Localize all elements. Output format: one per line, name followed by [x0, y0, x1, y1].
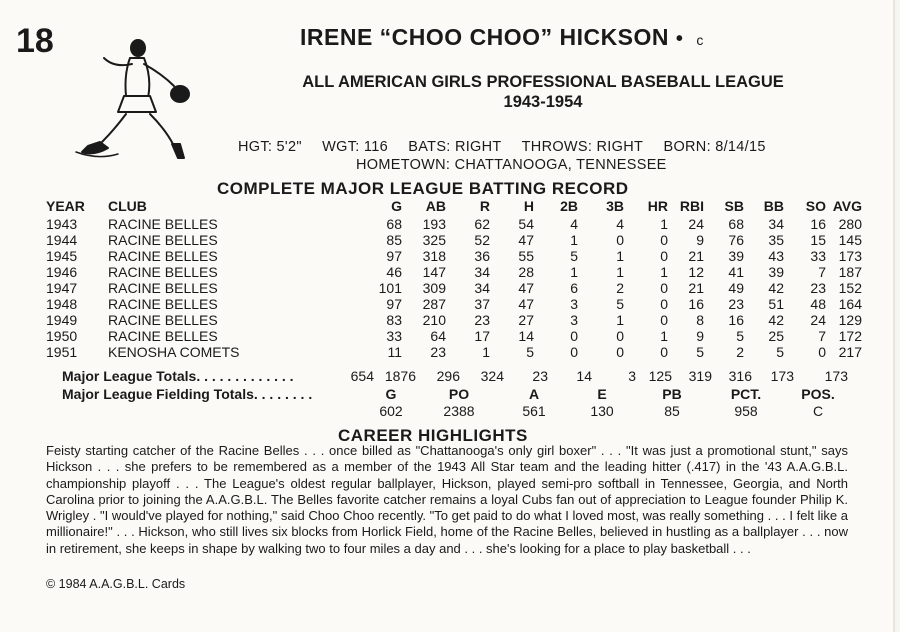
cell-r: 17 [474, 328, 490, 344]
batting-row [46, 296, 862, 312]
cell-bb: 42 [768, 280, 784, 296]
cell-g: 97 [386, 296, 402, 312]
cell-h: 5 [526, 344, 534, 360]
cell-g: 11 [387, 344, 402, 360]
fielding-header-po: PO [448, 386, 470, 402]
cell-hr: 0 [660, 280, 668, 296]
cell-r: 23 [474, 312, 490, 328]
cell-2b: 1 [570, 232, 578, 248]
cell-hr: 1 [660, 328, 668, 344]
cell-year: 1948 [46, 296, 78, 312]
bats: BATS: RIGHT [408, 139, 502, 155]
cell-bb: 25 [768, 328, 784, 344]
player-name [300, 24, 704, 51]
cell-year: 1947 [46, 280, 78, 296]
cell-so: 24 [810, 312, 826, 328]
cell-3b: 1 [616, 312, 624, 328]
fielding-value-po: 2388 [443, 403, 475, 419]
total-bb: 316 [728, 368, 752, 384]
cell-hr: 0 [660, 296, 668, 312]
batting-row [46, 328, 862, 344]
cell-rbi: 8 [696, 312, 704, 328]
fielding-header-pb: PB [662, 386, 682, 402]
cell-club: RACINE BELLES [108, 312, 218, 328]
cell-year: 1950 [46, 328, 78, 344]
total-g: 654 [350, 368, 374, 384]
totals-label: Major League Totals. . . . . . . . . . . . . [62, 368, 294, 384]
player-name-text: IRENE “CHOO CHOO” HICKSON [300, 24, 670, 50]
cell-year: 1945 [46, 248, 78, 264]
batting-rows [46, 216, 862, 360]
cell-avg: 152 [838, 280, 862, 296]
cell-year: 1943 [46, 216, 78, 232]
batting-header-row [46, 196, 862, 216]
cell-g: 33 [386, 328, 402, 344]
league-years: 1943-1954 [503, 93, 583, 111]
cell-rbi: 12 [688, 264, 704, 280]
col-r: R [479, 198, 490, 214]
col-2b: 2B [560, 198, 578, 214]
cell-g: 83 [386, 312, 402, 328]
copyright: © 1984 A.A.G.B.L. Cards [46, 577, 186, 591]
cell-year: 1951 [46, 344, 78, 360]
total-hr: 3 [628, 368, 636, 384]
cell-h: 47 [518, 232, 534, 248]
total-ab: 1876 [384, 368, 416, 384]
cell-hr: 1 [660, 264, 668, 280]
cell-avg: 164 [838, 296, 862, 312]
cell-avg: 145 [838, 232, 862, 248]
cell-2b: 5 [570, 248, 578, 264]
cell-sb: 39 [728, 248, 744, 264]
cell-3b: 0 [616, 344, 624, 360]
cell-3b: 0 [616, 232, 624, 248]
league-name: ALL AMERICAN GIRLS PROFESSIONAL BASEBALL LEAGUE [302, 73, 784, 91]
cell-2b: 0 [570, 328, 578, 344]
cell-3b: 0 [616, 328, 624, 344]
total-so: 173 [770, 368, 794, 384]
cell-club: RACINE BELLES [108, 232, 218, 248]
batting-row [46, 280, 862, 296]
career-highlights-title: CAREER HIGHLIGHTS [338, 426, 528, 445]
col-so: SO [805, 198, 826, 214]
cell-avg: 187 [838, 264, 862, 280]
cell-g: 46 [386, 264, 402, 280]
cell-h: 55 [518, 248, 534, 264]
cell-ab: 23 [430, 344, 446, 360]
cell-club: RACINE BELLES [108, 280, 218, 296]
batting-row [46, 344, 862, 360]
cell-h: 14 [518, 328, 534, 344]
cell-r: 37 [474, 296, 490, 312]
cell-sb: 41 [728, 264, 744, 280]
cell-ab: 193 [422, 216, 446, 232]
league-title [248, 72, 838, 112]
cell-bb: 42 [768, 312, 784, 328]
cell-year: 1949 [46, 312, 78, 328]
cell-3b: 5 [616, 296, 624, 312]
col-sb: SB [724, 198, 744, 214]
batting-row [46, 248, 862, 264]
cell-r: 34 [474, 280, 490, 296]
cell-sb: 76 [728, 232, 744, 248]
cell-hr: 0 [660, 312, 668, 328]
cell-ab: 147 [422, 264, 446, 280]
fielding-value-pos: C [812, 403, 824, 419]
cell-ab: 309 [422, 280, 446, 296]
cell-so: 48 [810, 296, 826, 312]
cell-club: RACINE BELLES [108, 216, 218, 232]
col-bb: BB [763, 198, 784, 214]
cell-bb: 5 [776, 344, 784, 360]
cell-r: 62 [474, 216, 490, 232]
cell-rbi: 9 [696, 232, 704, 248]
cell-ab: 210 [422, 312, 446, 328]
cell-bb: 34 [768, 216, 784, 232]
cell-g: 68 [386, 216, 402, 232]
col-rbi: RBI [679, 198, 704, 214]
cell-r: 1 [482, 344, 490, 360]
total-h: 324 [480, 368, 504, 384]
fielding-value-a: 561 [522, 403, 546, 419]
cell-sb: 49 [728, 280, 744, 296]
cell-ab: 287 [422, 296, 446, 312]
cell-bb: 35 [768, 232, 784, 248]
cell-3b: 1 [616, 264, 624, 280]
cell-ab: 318 [422, 248, 446, 264]
cell-avg: 173 [838, 248, 862, 264]
cell-so: 7 [818, 328, 826, 344]
career-highlights-text: Feisty starting catcher of the Racine Belles . . . once billed as "Chattanooga's only girl boxer" . . . "It was just a promotional stunt," says Hickson . . . she prefers to be remembered as a member of the 1943 All Star team and the leading hitter (.417) in the '43 A.A.G.B.L. championship playoff . . . The League's oldest regular ballplayer, Hickson, played semi-pro softball in Tennessee, Georgia, and North Carolina prior to joining the A.A.G.B.L. The Belles favorite catcher remains a loyal Cubs fan out of appreciation to League founder Philip K. Wrigley . "I would've played for nothing," said Choo Choo recently. "To get paid to do what I loved most, was really something . . . I felt like a millionaire!" . . . Hickson, who still lives six blocks from Horlick Field, home of the Racine Belles, believed in hustling as a ballplayer . . . now in retirement, she keeps in shape by walking two to four miles a day and . . . she's looking for a place to play basketball . . . [46, 443, 848, 556]
fielding-value-pct: 958 [734, 403, 758, 419]
cell-bb: 51 [768, 296, 784, 312]
cell-3b: 4 [616, 216, 624, 232]
cell-year: 1944 [46, 232, 78, 248]
cell-r: 52 [474, 232, 490, 248]
cell-sb: 68 [728, 216, 744, 232]
col-ab: AB [425, 198, 446, 214]
cell-so: 7 [818, 264, 826, 280]
cell-so: 0 [818, 344, 826, 360]
cell-club: RACINE BELLES [108, 264, 218, 280]
cell-avg: 280 [838, 216, 862, 232]
col-3b: 3B [606, 198, 624, 214]
born: BORN: 8/14/15 [663, 139, 766, 155]
col-g: G [391, 198, 402, 214]
col-hr: HR [647, 198, 668, 214]
batting-row [46, 312, 862, 328]
cell-rbi: 24 [688, 216, 704, 232]
fielding-header-e: E [597, 386, 607, 402]
cell-3b: 1 [616, 248, 624, 264]
cell-sb: 16 [728, 312, 744, 328]
cell-3b: 2 [616, 280, 624, 296]
fielding-header-a: A [528, 386, 540, 402]
fielding-header-g: G [385, 386, 397, 402]
cell-h: 47 [518, 280, 534, 296]
batting-record-title: COMPLETE MAJOR LEAGUE BATTING RECORD [217, 179, 629, 198]
cell-g: 85 [386, 232, 402, 248]
cell-avg: 217 [838, 344, 862, 360]
card-number: 18 [16, 22, 54, 60]
col-avg: AVG [832, 198, 862, 214]
cell-2b: 3 [570, 296, 578, 312]
cell-h: 54 [518, 216, 534, 232]
batting-row [46, 264, 862, 280]
cell-2b: 1 [570, 264, 578, 280]
batting-row [46, 216, 862, 232]
batting-table [46, 196, 862, 360]
cell-ab: 325 [422, 232, 446, 248]
cell-hr: 1 [660, 216, 668, 232]
cell-avg: 129 [838, 312, 862, 328]
fielding-header-pct: PCT. [730, 386, 762, 402]
cell-so: 23 [810, 280, 826, 296]
cell-bb: 39 [768, 264, 784, 280]
cell-g: 97 [386, 248, 402, 264]
cell-g: 101 [378, 280, 402, 296]
cell-so: 15 [810, 232, 826, 248]
cell-2b: 6 [570, 280, 578, 296]
total-r: 296 [436, 368, 460, 384]
cell-rbi: 16 [688, 296, 704, 312]
cell-r: 34 [474, 264, 490, 280]
player-position: c [696, 32, 704, 48]
cell-rbi: 9 [696, 328, 704, 344]
cell-h: 27 [518, 312, 534, 328]
col-h: H [523, 198, 534, 214]
cell-ab: 64 [430, 328, 446, 344]
total-sb: 319 [688, 368, 712, 384]
cell-club: RACINE BELLES [108, 328, 218, 344]
cell-club: RACINE BELLES [108, 248, 218, 264]
cell-so: 16 [810, 216, 826, 232]
height: HGT: 5'2" [238, 139, 302, 155]
total-2b: 23 [532, 368, 548, 384]
cell-so: 33 [810, 248, 826, 264]
cell-club: KENOSHA COMETS [108, 344, 240, 360]
fielding-value-g: 602 [379, 403, 403, 419]
cell-r: 36 [474, 248, 490, 264]
vitals-line [238, 139, 782, 155]
cell-sb: 5 [736, 328, 744, 344]
cell-year: 1946 [46, 264, 78, 280]
col-year: YEAR [46, 198, 85, 214]
batting-row [46, 232, 862, 248]
cell-avg: 172 [838, 328, 862, 344]
total-avg: 173 [824, 368, 848, 384]
total-rbi: 125 [648, 368, 672, 384]
throws: THROWS: RIGHT [521, 139, 644, 155]
hometown: HOMETOWN: CHATTANOOGA, TENNESSEE [356, 157, 667, 173]
col-club: CLUB [108, 198, 147, 214]
cell-2b: 4 [570, 216, 578, 232]
cell-bb: 43 [768, 248, 784, 264]
cell-club: RACINE BELLES [108, 296, 218, 312]
fielding-value-e: 130 [590, 403, 614, 419]
cell-sb: 2 [736, 344, 744, 360]
fielding-label: Major League Fielding Totals. . . . . . . . [62, 386, 313, 402]
pitcher-illustration [74, 34, 200, 166]
fielding-header-pos: POS. [801, 386, 835, 402]
cell-h: 47 [518, 296, 534, 312]
bullet-icon: • [675, 28, 684, 50]
cell-h: 28 [518, 264, 534, 280]
cell-sb: 23 [728, 296, 744, 312]
cell-hr: 0 [660, 232, 668, 248]
cell-hr: 0 [660, 248, 668, 264]
total-3b: 14 [576, 368, 592, 384]
cell-2b: 3 [570, 312, 578, 328]
cell-rbi: 21 [688, 248, 704, 264]
cell-2b: 0 [570, 344, 578, 360]
fielding-value-pb: 85 [664, 403, 680, 419]
cell-rbi: 21 [688, 280, 704, 296]
cell-hr: 0 [660, 344, 668, 360]
weight: WGT: 116 [322, 139, 388, 155]
cell-rbi: 5 [696, 344, 704, 360]
